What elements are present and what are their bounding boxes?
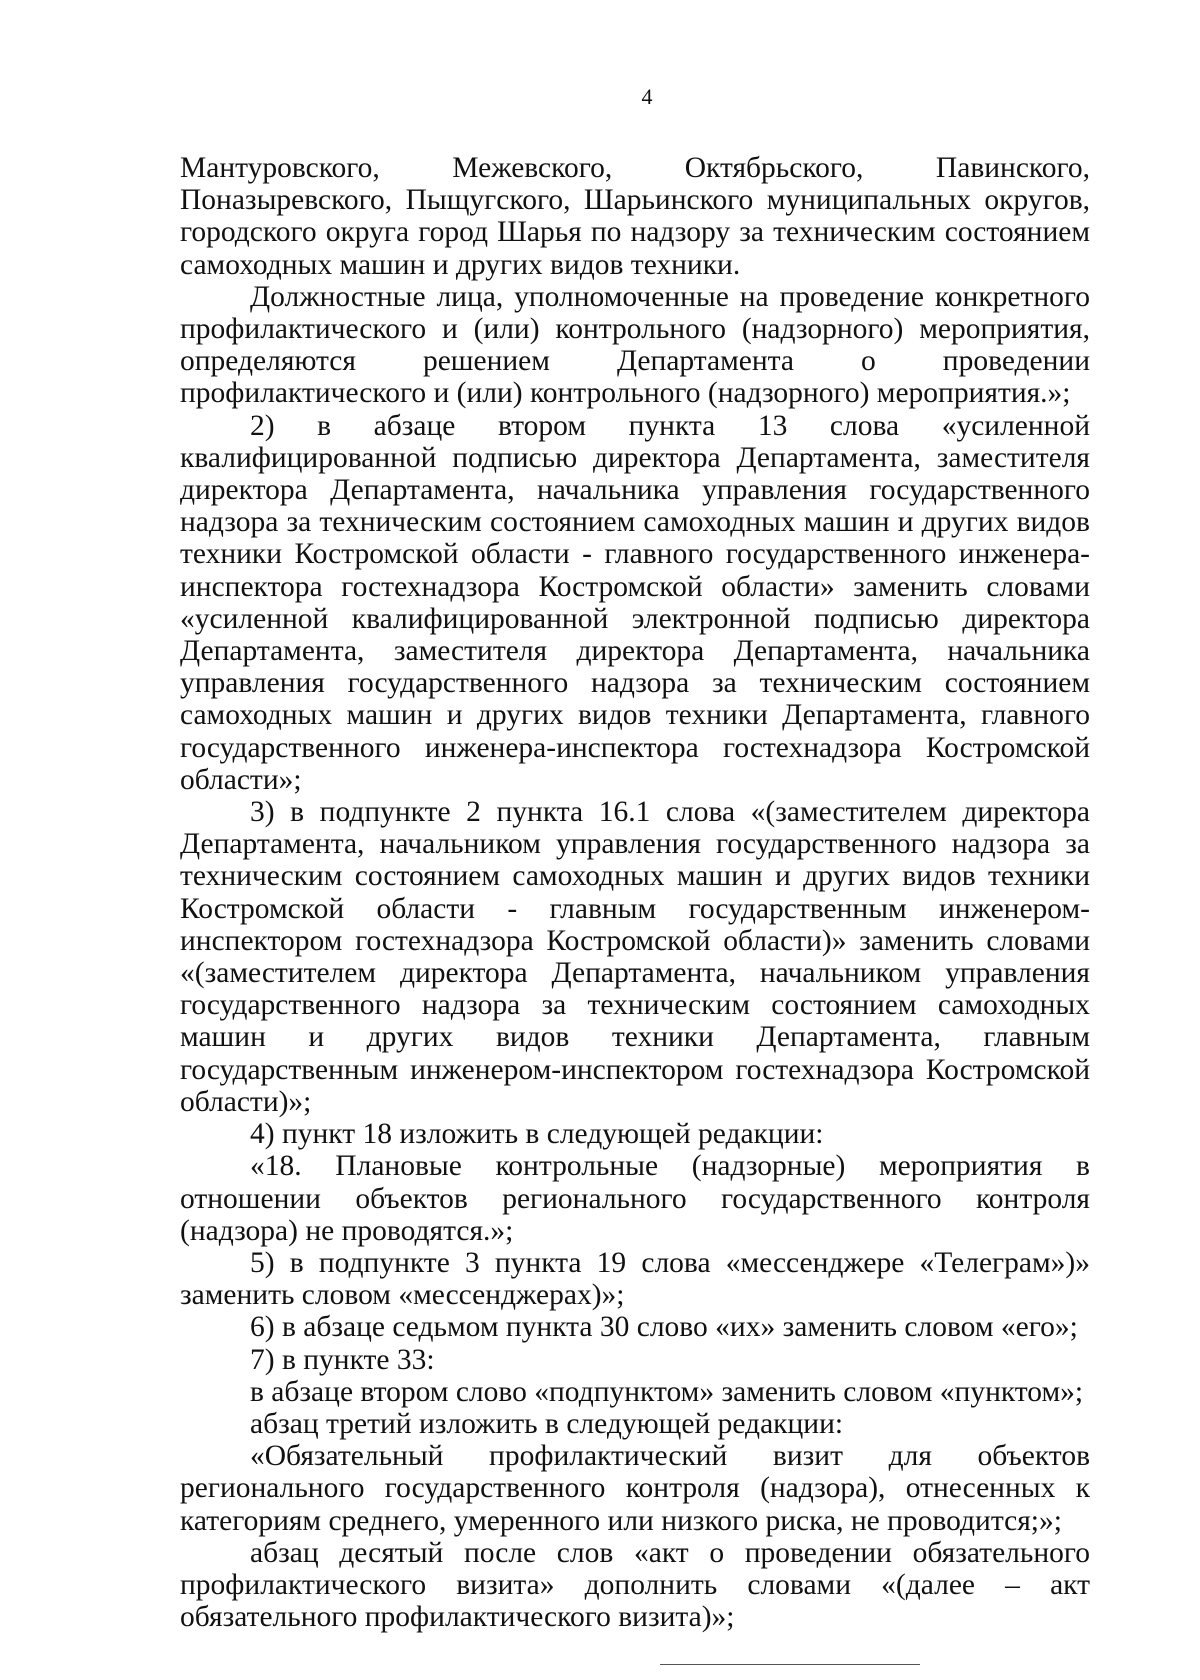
paragraph: 2) в абзаце втором пункта 13 слова «усиленной квалифицированной подписью директора Департамента, заместителя директора Департамента, начальника управления государственного надзора за техническим состоянием самоходных машин и других видов техники Костромской области - главного государственного инженера-инспектора гостехнадзора Костромской области» заменить словами «усиленной квалифицированной электронной подписью директора Департамента, заместителя директора Департамента, начальника управления государственного надзора за техническим состоянием самоходных машин и других видов техники Департамента, главного государственного инженера-инспектора гостехнадзора Костромской области»; bbox=[180, 409, 1090, 796]
paragraph: 5) в подпункте 3 пункта 19 слова «мессенджере «Телеграм»)» заменить словом «мессенджерах)»; bbox=[180, 1246, 1090, 1312]
paragraph: Должностные лица, уполномоченные на проведение конкретного профилактического и (или) контрольного (надзорного) мероприятия, определяются решением Департамента о проведении профилактического и (или) контрольного (надзорного) мероприятия.»; bbox=[180, 280, 1090, 410]
paragraph: абзац третий изложить в следующей редакции: bbox=[250, 1407, 844, 1440]
paragraph: «Обязательный профилактический визит для объектов регионального государственного контроля (надзора), отнесенных к категориям среднего, умеренного или низкого риска, не проводится;»; bbox=[180, 1440, 1090, 1537]
document-page bbox=[180, 82, 1090, 1633]
paragraph: 7) в пункте 33: bbox=[250, 1343, 435, 1376]
paragraph: 4) пункт 18 изложить в следующей редакции: bbox=[250, 1118, 824, 1151]
paragraph: Мантуровского, Межевского, Октябрьского, Павинского, Поназыревского, Пыщугского, Шарьинского муниципальных округов, городского округа город Шарья по надзору за техническим состоянием самоходных машин и других видов техники. bbox=[180, 152, 1090, 281]
page-number: 4 bbox=[641, 84, 653, 109]
footer-divider bbox=[660, 1664, 920, 1665]
paragraph: 3) в подпункте 2 пункта 16.1 слова «(заместителем директора Департамента, начальником управления государственного надзора за техническим состоянием самоходных машин и других видов техники Костромской области - главным государственным инженером-инспектором гостехнадзора Костромской области)» заменить словами «(заместителем директора Департамента, начальником управления государственного надзора за техническим состоянием самоходных машин и других видов техники Департамента, главным государственным инженером-инспектором гостехнадзора Костромской области)»; bbox=[180, 796, 1090, 1118]
paragraph: в абзаце втором слово «подпунктом» заменить словом «пунктом»; bbox=[250, 1375, 1084, 1408]
paragraph: 6) в абзаце седьмом пункта 30 слово «их» заменить словом «его»; bbox=[250, 1311, 1078, 1344]
paragraph: абзац десятый после слов «акт о проведении обязательного профилактического визита» дополнить словами «(далее – акт обязательного профилактического визита)»; bbox=[180, 1536, 1090, 1634]
paragraph: «18. Плановые контрольные (надзорные) мероприятия в отношении объектов регионального государственного контроля (надзора) не проводятся.»; bbox=[180, 1150, 1090, 1247]
